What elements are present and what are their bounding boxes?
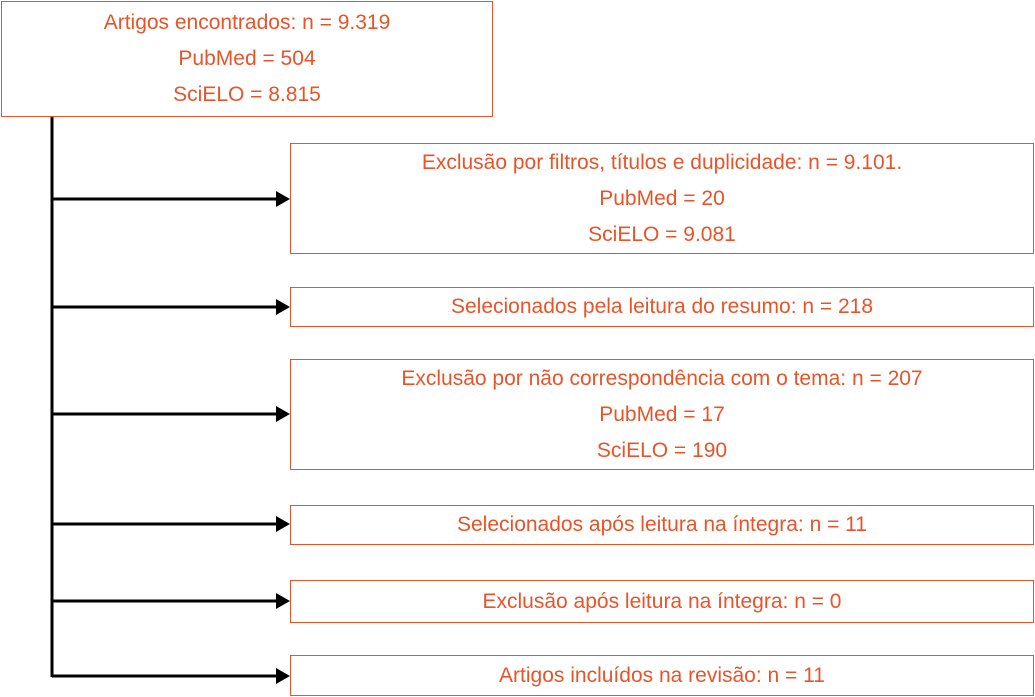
exclusion-fulltext-box — [290, 580, 1034, 623]
articles-found-box — [1, 1, 493, 117]
arrowhead-icon — [276, 406, 290, 422]
selected-abstract-total: Selecionados pela leitura do resumo: n = 218 — [450, 295, 874, 318]
exclusion-fulltext-total: Exclusão após leitura na íntegra: n = 0 — [482, 589, 842, 613]
included-articles-total: Artigos incluídos na revisão: n = 11 — [499, 663, 825, 687]
arrowhead-icon — [276, 668, 290, 684]
arrowhead-icon — [276, 593, 290, 609]
exclusion-filters-total: Exclusão por filtros, títulos e duplicidade: n = 9.101. — [421, 150, 903, 174]
exclusion-theme-total: Exclusão por não correspondência com o tema: n = 207 — [401, 366, 923, 390]
articles-found-pubmed: PubMed = 504 — [178, 47, 316, 70]
exclusion-filters-box — [290, 143, 1034, 254]
articles-found-total: Artigos encontrados: n = 9.319 — [103, 11, 391, 34]
exclusion-theme-box — [290, 359, 1034, 470]
arrowhead-icon — [276, 299, 290, 315]
articles-found-scielo: SciELO = 8.815 — [173, 83, 321, 106]
arrowhead-icon — [276, 191, 290, 207]
selected-fulltext-box — [290, 505, 1034, 545]
selected-abstract-box — [290, 287, 1034, 327]
included-articles-box — [290, 655, 1034, 696]
exclusion-filters-pubmed: PubMed = 20 — [599, 186, 725, 210]
arrowhead-icon — [276, 516, 290, 532]
exclusion-theme-scielo: SciELO = 190 — [596, 438, 728, 462]
exclusion-theme-pubmed: PubMed = 17 — [599, 402, 725, 426]
exclusion-filters-scielo: SciELO = 9.081 — [588, 222, 736, 246]
selected-fulltext-total: Selecionados após leitura na íntegra: n = 11 — [457, 513, 867, 536]
